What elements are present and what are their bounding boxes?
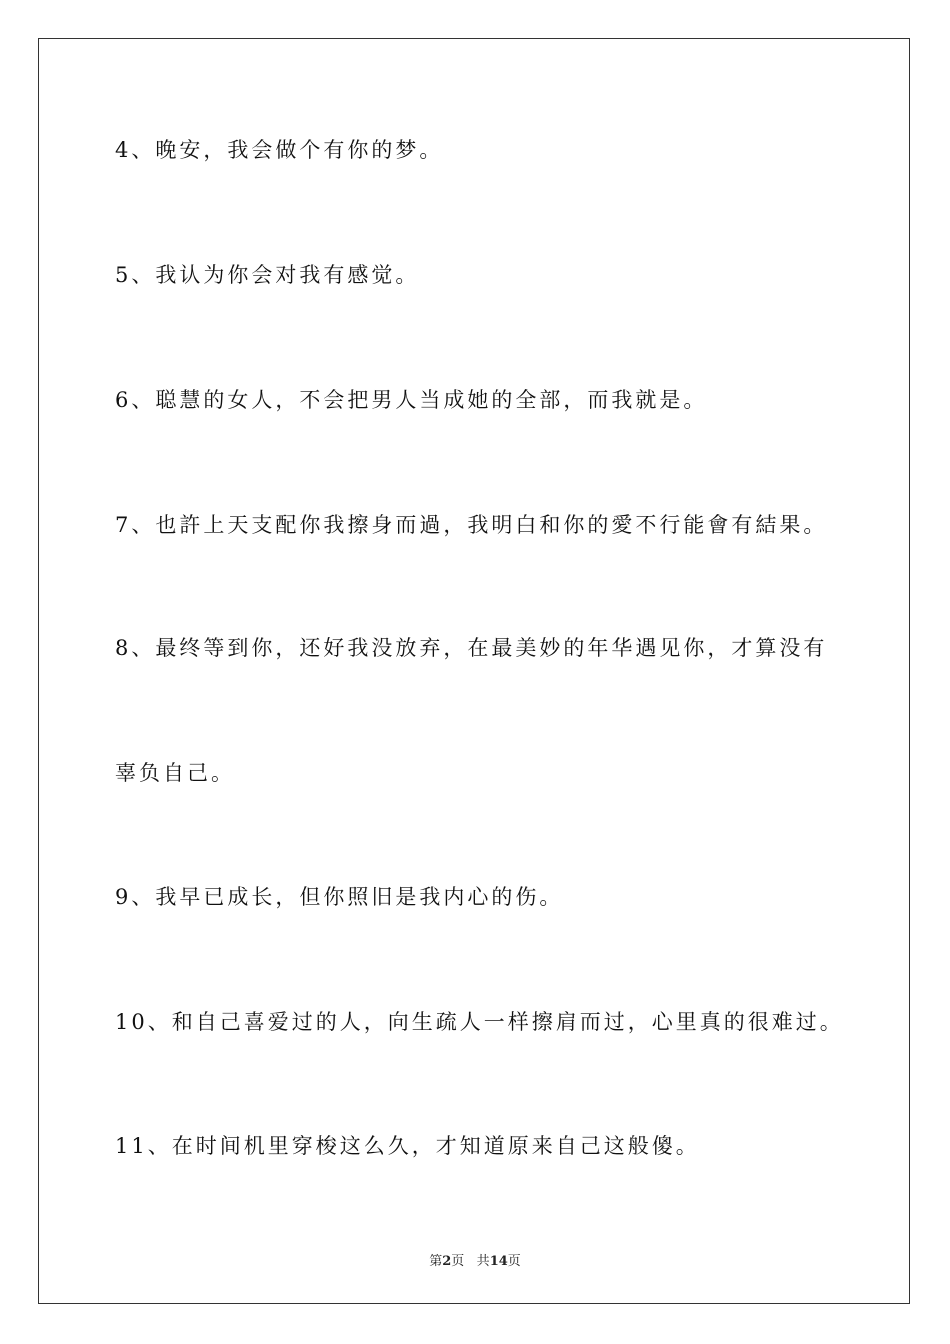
page-footer	[0, 1250, 950, 1269]
text-line-5: 5、我认为你会对我有感觉。	[115, 263, 420, 287]
footer-total-prefix: 共	[476, 1254, 490, 1269]
text-line-7: 7、也許上天支配你我擦身而過，我明白和你的愛不行能會有結果。	[115, 513, 828, 537]
text-line-8-continued: 辜负自己。	[115, 761, 235, 785]
page-border	[38, 38, 910, 1304]
footer-total-pages: 14	[489, 1254, 508, 1269]
text-line-10: 10、和自己喜爱过的人，向生疏人一样擦肩而过，心里真的很难过。	[115, 1010, 844, 1034]
text-line-9: 9、我早已成长，但你照旧是我内心的伤。	[115, 885, 564, 909]
footer-page-prefix: 第	[429, 1254, 443, 1269]
footer-page-suffix: 页	[451, 1254, 465, 1269]
text-line-6: 6、聪慧的女人，不会把男人当成她的全部，而我就是。	[115, 388, 708, 412]
text-line-4: 4、晚安，我会做个有你的梦。	[115, 138, 444, 162]
text-line-8: 8、最终等到你，还好我没放弃，在最美妙的年华遇见你，才算没有	[115, 636, 828, 660]
footer-total-suffix: 页	[507, 1254, 521, 1269]
text-line-11: 11、在时间机里穿梭这么久，才知道原来自己这般傻。	[115, 1134, 700, 1158]
footer-page-number: 2	[442, 1254, 452, 1269]
